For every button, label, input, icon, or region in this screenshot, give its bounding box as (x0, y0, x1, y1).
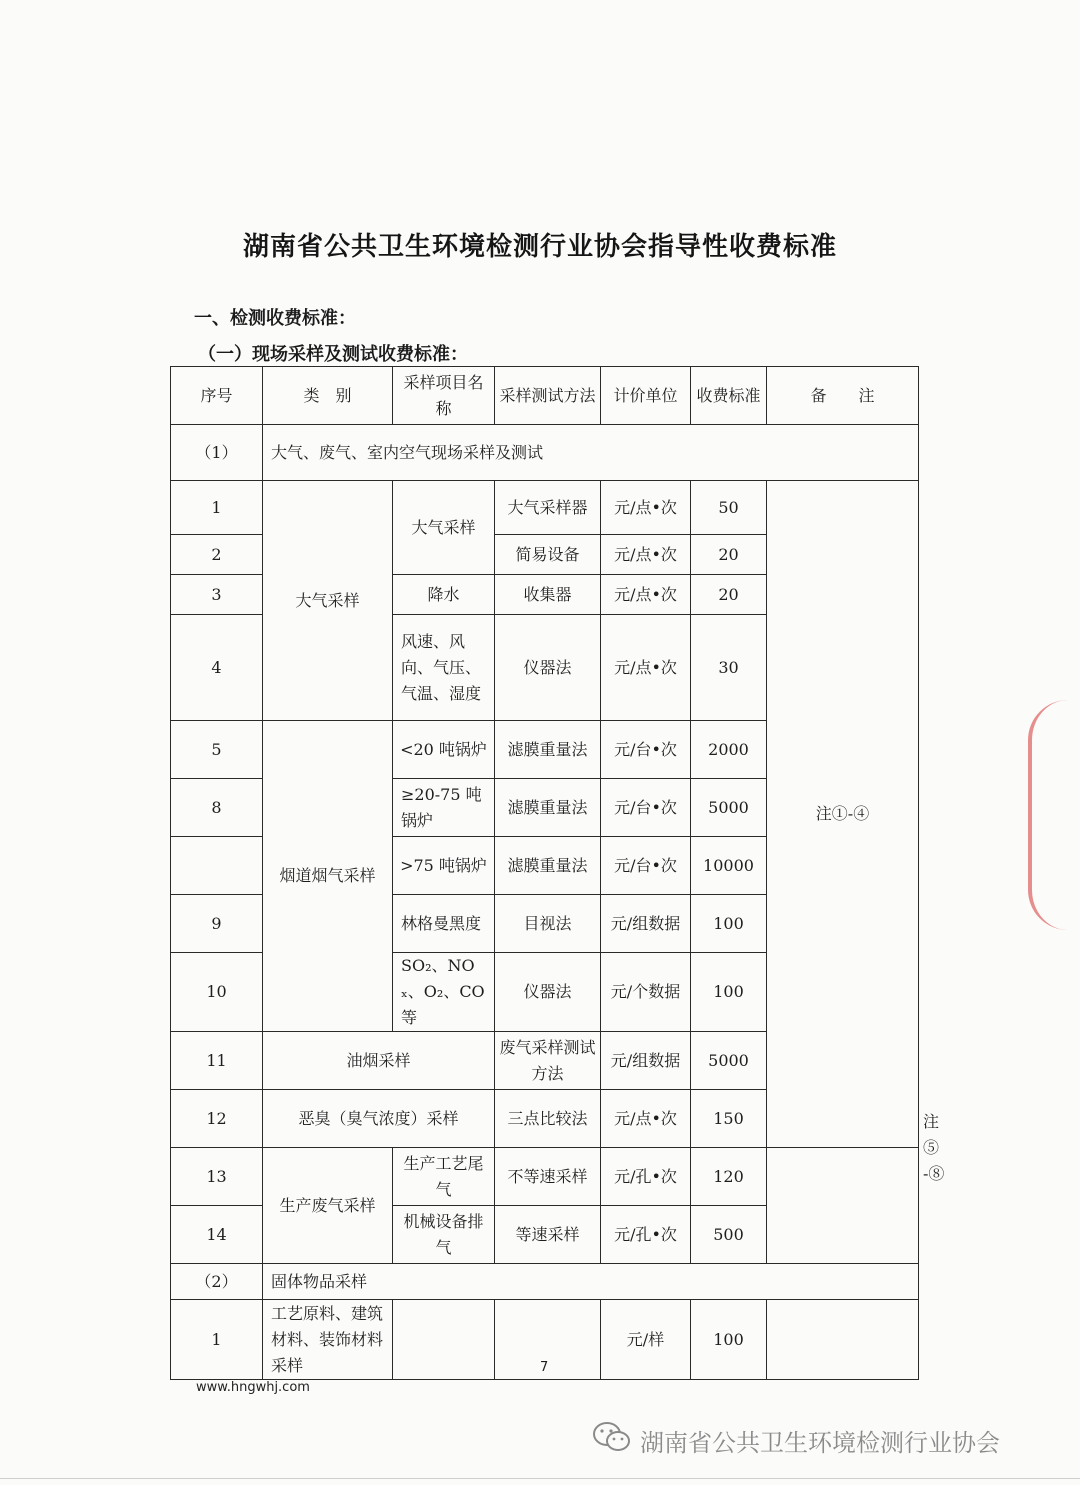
item-air-sampling: 大气采样 (393, 481, 495, 575)
row-seq: 5 (171, 721, 263, 779)
header-unit: 计价单位 (601, 367, 691, 425)
row-seq: 12 (171, 1090, 263, 1148)
row-item: 林格曼黑度 (393, 895, 495, 953)
header-category: 类 别 (263, 367, 393, 425)
category-flue-gas-sampling: 烟道烟气采样 (263, 721, 393, 1032)
row-method: 三点比较法 (495, 1090, 601, 1148)
table-header-row (171, 367, 919, 425)
row-fee: 50 (691, 481, 767, 535)
row-seq: 11 (171, 1032, 263, 1090)
row-method: 仪器法 (495, 615, 601, 721)
subsection-heading: （一）现场采样及测试收费标准： (198, 344, 468, 365)
row-seq: 2 (171, 535, 263, 575)
group-row (171, 425, 919, 481)
row-method: 简易设备 (495, 535, 601, 575)
watermark-text: 湖南省公共卫生环境检测行业协会 (640, 1428, 1000, 1457)
row-unit: 元/个数据 (601, 953, 691, 1032)
row-seq: 8 (171, 779, 263, 837)
row-unit: 元/台•次 (601, 837, 691, 895)
header-fee: 收费标准 (691, 367, 767, 425)
row-unit: 元/孔•次 (601, 1206, 691, 1264)
row-method: 收集器 (495, 575, 601, 615)
row-unit: 元/组数据 (601, 895, 691, 953)
row-item: 降水 (393, 575, 495, 615)
group-number: （1） (171, 425, 263, 481)
row-fee: 100 (691, 895, 767, 953)
row-item: SO₂、NOₓ、O₂、CO 等 (393, 953, 495, 1032)
remark-note-a: 注①-④ (767, 481, 919, 1148)
category-production-exhaust-sampling: 生产废气采样 (263, 1148, 393, 1264)
row-fee: 20 (691, 575, 767, 615)
group-number: （2） (171, 1264, 263, 1300)
row-method: 目视法 (495, 895, 601, 953)
row-seq: 9 (171, 895, 263, 953)
row-unit: 元/样 (601, 1300, 691, 1380)
row-method: 不等速采样 (495, 1148, 601, 1206)
row-remark-empty (767, 1300, 919, 1380)
row-fee: 30 (691, 615, 767, 721)
row-method: 滤膜重量法 (495, 779, 601, 837)
row-method: 等速采样 (495, 1206, 601, 1264)
row-fee: 150 (691, 1090, 767, 1148)
row-method: 仪器法 (495, 953, 601, 1032)
group-row (171, 1264, 919, 1300)
row-seq: 4 (171, 615, 263, 721)
group-title: 大气、废气、室内空气现场采样及测试 (263, 425, 919, 481)
row-item: 风速、风向、气压、气温、湿度 (393, 615, 495, 721)
row-item: 机械设备排气 (393, 1206, 495, 1264)
watermark (592, 1420, 1000, 1460)
fee-table (170, 366, 945, 1380)
row-item: 生产工艺尾气 (393, 1148, 495, 1206)
row-unit: 元/点•次 (601, 481, 691, 535)
row-item: ≥20-75 吨锅炉 (393, 779, 495, 837)
row-seq: 14 (171, 1206, 263, 1264)
row-fee: 5000 (691, 1032, 767, 1090)
row-seq: 3 (171, 575, 263, 615)
row-method: 废气采样测试方法 (495, 1032, 601, 1090)
row-fee: 500 (691, 1206, 767, 1264)
wechat-icon (592, 1420, 640, 1460)
row-method: 滤膜重量法 (495, 721, 601, 779)
page-edge-line (0, 1478, 1080, 1479)
category-odor-sampling: 恶臭（臭气浓度）采样 (263, 1090, 495, 1148)
row-fee: 20 (691, 535, 767, 575)
header-remark: 备 注 (767, 367, 919, 425)
row-unit: 元/组数据 (601, 1032, 691, 1090)
row-unit: 元/点•次 (601, 575, 691, 615)
row-fee: 2000 (691, 721, 767, 779)
row-seq: 10 (171, 953, 263, 1032)
row-seq: 1 (171, 1300, 263, 1380)
document-title: 湖南省公共卫生环境检测行业协会指导性收费标准 (242, 232, 837, 262)
row-seq (171, 837, 263, 895)
row-fee: 100 (691, 953, 767, 1032)
row-method: 大气采样器 (495, 481, 601, 535)
table-row: 11 油烟采样 废气采样测试方法 元/组数据 5000 注⑤-⑧ (171, 1032, 919, 1090)
row-fee: 10000 (691, 837, 767, 895)
row-method: 滤膜重量法 (495, 837, 601, 895)
website-url: www.hngwhj.com (196, 1380, 310, 1395)
red-seal-fragment (1028, 700, 1080, 930)
category-oil-fume-sampling: 油烟采样 (263, 1032, 495, 1090)
table-row (171, 481, 919, 535)
header-seq: 序号 (171, 367, 263, 425)
row-unit: 元/点•次 (601, 535, 691, 575)
category-solid-materials: 工艺原料、建筑材料、装饰材料采样 (263, 1300, 393, 1380)
header-item: 采样项目名称 (393, 367, 495, 425)
row-item: <20 吨锅炉 (393, 721, 495, 779)
group-title: 固体物品采样 (263, 1264, 919, 1300)
row-unit: 元/点•次 (601, 615, 691, 721)
row-unit: 元/台•次 (601, 721, 691, 779)
category-air-sampling: 大气采样 (263, 481, 393, 721)
section-heading: 一、检测收费标准： (194, 308, 356, 329)
row-unit: 元/点•次 (601, 1090, 691, 1148)
row-item: >75 吨锅炉 (393, 837, 495, 895)
row-fee: 5000 (691, 779, 767, 837)
row-seq: 1 (171, 481, 263, 535)
row-item-empty (393, 1300, 495, 1380)
table-row (171, 1148, 919, 1206)
row-fee: 100 (691, 1300, 767, 1380)
row-fee: 120 (691, 1148, 767, 1206)
row-unit: 元/台•次 (601, 779, 691, 837)
row-seq: 13 (171, 1148, 263, 1206)
row-unit: 元/孔•次 (601, 1148, 691, 1206)
header-method: 采样测试方法 (495, 367, 601, 425)
page-number: 7 (540, 1360, 549, 1375)
